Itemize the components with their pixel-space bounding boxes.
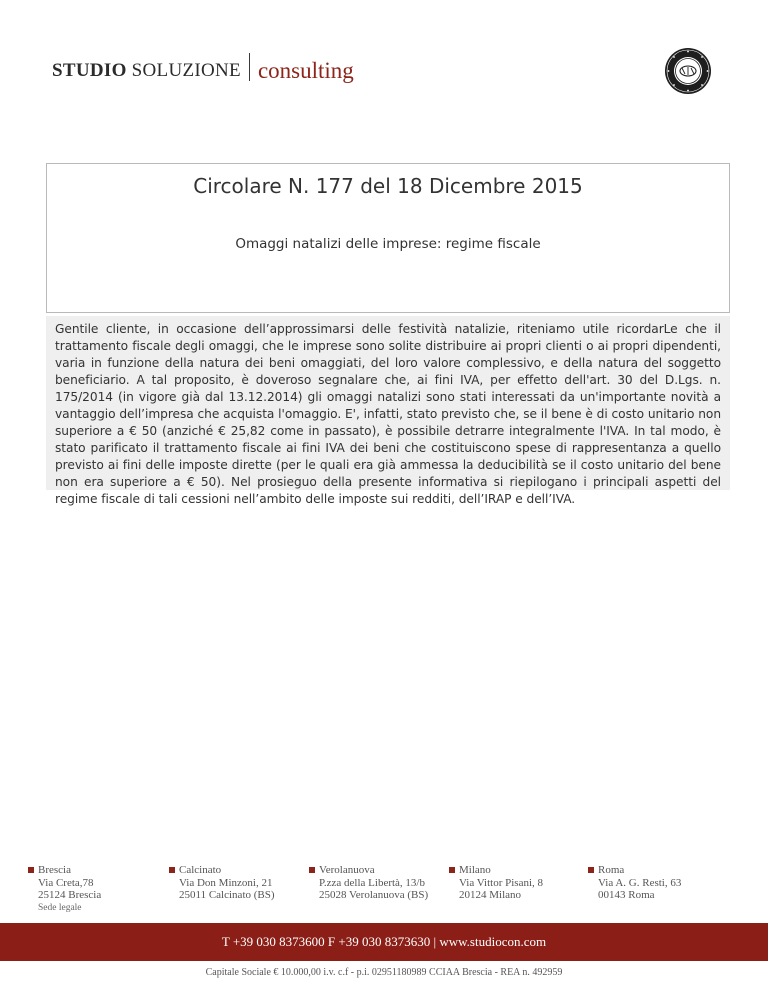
bullet-square-icon xyxy=(28,867,34,873)
office-zip-city: 25011 Calcinato (BS) xyxy=(179,889,275,902)
office-zip-city: 25028 Verolanuova (BS) xyxy=(319,889,429,902)
office-city: Calcinato xyxy=(179,864,222,876)
logo-consulting-text: consulting xyxy=(257,58,354,83)
contact-bar: T +39 030 8373600 F +39 030 8373630 | www.studiocon.com xyxy=(0,923,768,961)
bullet-square-icon xyxy=(449,867,455,873)
office-city: Brescia xyxy=(38,864,71,876)
document-subtitle: Omaggi natalizi delle imprese: regime fiscale xyxy=(235,236,541,252)
logo-divider xyxy=(249,53,250,81)
office-address: Via A. G. Resti, 63 xyxy=(598,876,682,889)
office-address: Via Don Minzoni, 21 xyxy=(179,876,273,889)
company-legal-info: Capitale Sociale € 10.000,00 i.v. c.f - p.i. 02951180989 CCIAA Brescia - REA n. 492959 xyxy=(205,967,563,978)
certification-seal-icon xyxy=(664,47,712,95)
office-note: Sede legale xyxy=(38,902,82,913)
intro-paragraph: Gentile cliente, in occasione dell’approssimarsi delle festività natalizie, riteniamo utile ricordarLe che il trattamento fiscale degli omaggi, che le imprese sono solite distribuire ai propri clienti o ai propri dipendenti, varia in funzione della natura dei beni omaggiati, del loro valore complessivo, e della natura del soggetto beneficiario. A tal proposito, è doveroso segnalare che, ai fini IVA, per effetto dell'art. 30 del D.Lgs. n. 175/2014 (in vigore già dal 13.12.2014) gli omaggi natalizi sono stati interessati da un'importante novità a vantaggio dell’impresa che acquista l'omaggio. E', infatti, stato previsto che, se il bene è di costo unitario non superiore a € 50 (anziché € 25,82 come in passato), è possibile detrarre integralmente l'IVA. In tal modo, è stato parificato il trattamento fiscale ai fini IVA dei beni che costituiscono spese di rappresentanza a quello previsto ai fini delle imposte dirette (per le quali era già ammessa la deducibilità se il costo unitario del bene non era superiore a € 50). Nel prosieguo della presente informativa si riepilogano i principali aspetti del regime fiscale di tali cessioni nell’ambito delle imposte sui redditi, dell’IRAP e dell’IVA. xyxy=(46,316,730,490)
office-roma xyxy=(598,864,681,902)
office-address: Via Creta,78 xyxy=(38,876,94,889)
office-zip-city: 20124 Milano xyxy=(459,889,522,902)
office-calcinato xyxy=(179,864,275,902)
office-city: Milano xyxy=(459,864,491,876)
office-zip-city: 00143 Roma xyxy=(598,889,655,902)
office-address: P.zza della Libertà, 13/b xyxy=(319,876,425,889)
office-milano xyxy=(459,864,543,902)
title-box xyxy=(46,163,730,313)
office-city: Roma xyxy=(598,864,625,876)
document-title: Circolare N. 177 del 18 Dicembre 2015 xyxy=(193,174,583,198)
office-verolanuova xyxy=(319,864,428,902)
logo-soluzione-text: SOLUZIONE xyxy=(131,60,241,81)
company-logo xyxy=(52,52,354,82)
bullet-square-icon xyxy=(169,867,175,873)
bullet-square-icon xyxy=(309,867,315,873)
office-city: Verolanuova xyxy=(319,864,375,876)
office-zip-city: 25124 Brescia xyxy=(38,889,102,902)
office-address: Via Vittor Pisani, 8 xyxy=(459,876,544,889)
office-brescia xyxy=(38,864,101,914)
logo-studio-text: STUDIO xyxy=(52,60,127,81)
bullet-square-icon xyxy=(588,867,594,873)
